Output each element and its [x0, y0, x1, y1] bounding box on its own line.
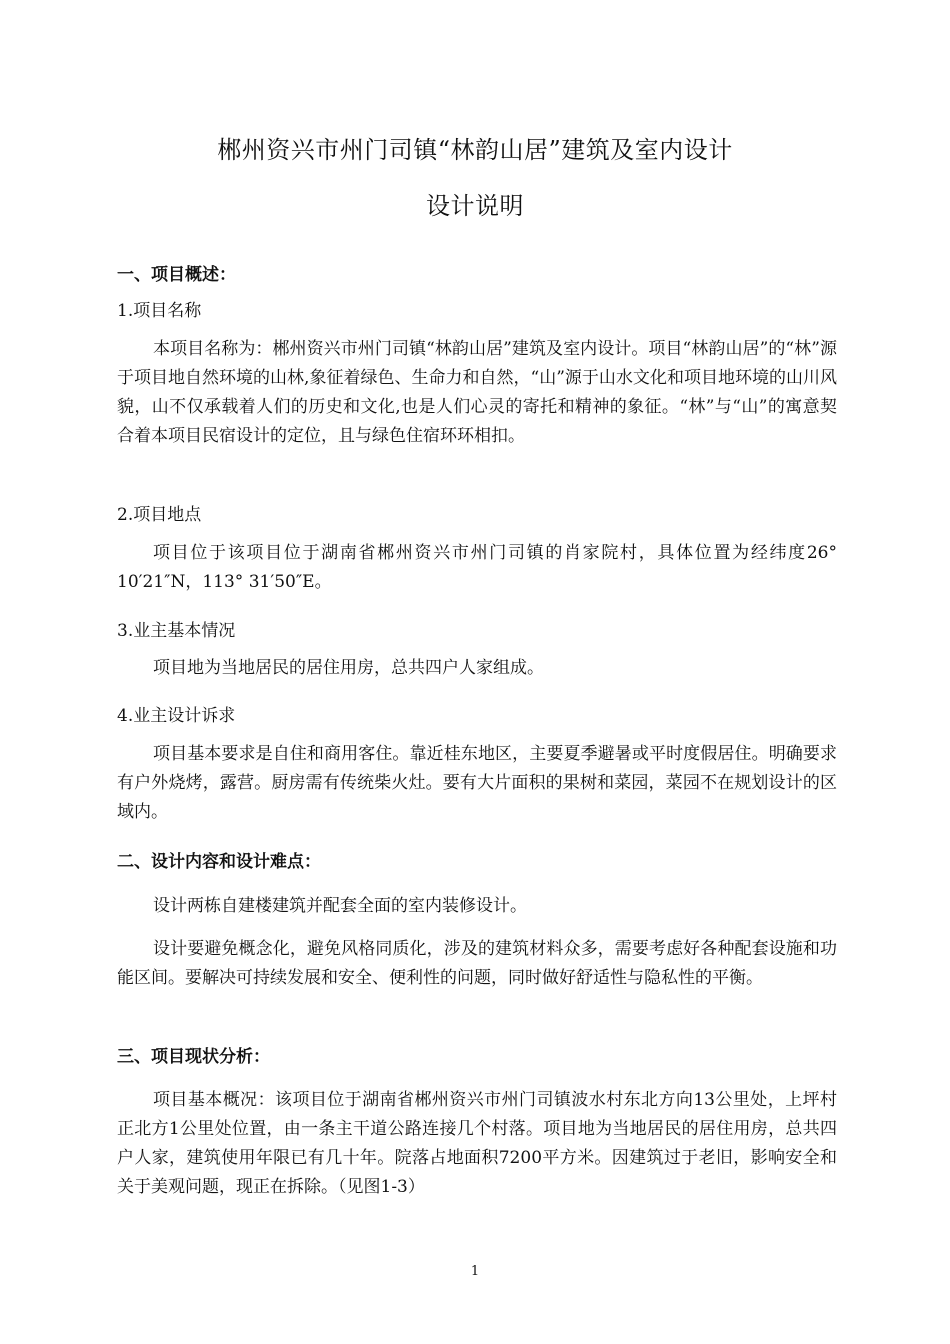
item-label-owner-info: 3.业主基本情况	[117, 621, 236, 641]
section-heading-status-analysis: 三、项目现状分析：	[117, 1047, 270, 1067]
paragraph-status-analysis: 项目基本概况：该项目位于湖南省郴州资兴市州门司镇波水村东北方向13公里处，上坪村正北方1公里处位置，由一条主干道公路连接几个村落。项目地为当地居民的居住用房，总共四户人家，建筑使用年限已有几十年。院落占地面积7200平方米。因建筑过于老旧，影响安全和关于美观问题，现正在拆除。（见图1-3）	[117, 1090, 837, 1197]
section-heading-design-content: 二、设计内容和设计难点：	[117, 852, 321, 872]
item-label-owner-requirements: 4.业主设计诉求	[117, 706, 236, 726]
paragraph-owner-requirements: 项目基本要求是自住和商用客住。靠近桂东地区，主要夏季避暑或平时度假居住。明确要求有户外烧烤，露营。厨房需有传统柴火灶。要有大片面积的果树和菜园，菜园不在规划设计的区域内。	[117, 744, 837, 822]
section-heading-overview: 一、项目概述：	[117, 265, 236, 285]
page-number: 1	[470, 1264, 480, 1279]
document-subtitle: 设计说明	[426, 192, 524, 220]
item-label-project-name: 1.项目名称	[117, 301, 202, 321]
document-title: 郴州资兴市州门司镇“林韵山居”建筑及室内设计	[217, 136, 733, 164]
paragraph-owner-info: 项目地为当地居民的居住用房，总共四户人家组成。	[153, 658, 544, 678]
item-label-project-location: 2.项目地点	[117, 505, 202, 525]
paragraph-project-name: 本项目名称为：郴州资兴市州门司镇“林韵山居”建筑及室内设计。项目“林韵山居”的“林”源于项目地自然环境的山林,象征着绿色、生命力和自然，“山”源于山水文化和项目地环境的山川风貌，山不仅承载着人们的历史和文化,也是人们心灵的寄托和精神的象征。“林”与“山”的寓意契合着本项目民宿设计的定位，且与绿色住宿环环相扣。	[117, 339, 837, 446]
paragraph-design-content: 设计两栋自建楼建筑并配套全面的室内装修设计。	[153, 896, 527, 916]
paragraph-project-location: 项目位于该项目位于湖南省郴州资兴市州门司镇的肖家院村，具体位置为经纬度26° 10′21″N，113° 31′50″E。	[117, 543, 837, 592]
paragraph-design-difficulties: 设计要避免概念化，避免风格同质化，涉及的建筑材料众多，需要考虑好各种配套设施和功能区间。要解决可持续发展和安全、便利性的问题，同时做好舒适性与隐私性的平衡。	[117, 939, 837, 988]
